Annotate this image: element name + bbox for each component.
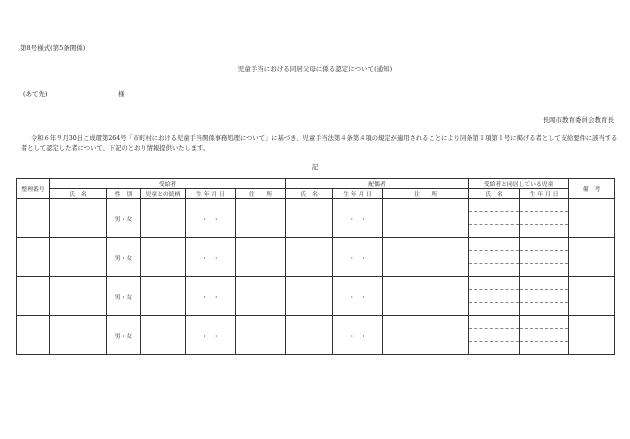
recipient-address-cell[interactable] [236,316,286,355]
spouse-name-cell[interactable] [286,238,333,277]
child-name-cell[interactable] [469,329,520,342]
table-row [17,199,615,212]
remarks-cell[interactable] [569,316,615,355]
recipient-gender-header: 性 別 [107,189,141,199]
recipient-dob-cell: ・ ・ [186,238,236,277]
recipient-address-header: 住 所 [236,189,286,199]
child-name-cell[interactable] [469,342,520,355]
child-dob-cell[interactable] [520,290,569,303]
recipient-dob-cell: ・ ・ [186,316,236,355]
spouse-dob-cell: ・ ・ [333,238,383,277]
spouse-dob-cell: ・ ・ [333,199,383,238]
remarks-cell[interactable] [569,199,615,238]
honorific: 様 [118,90,125,98]
child-dob-cell[interactable] [520,264,569,277]
spouse-name-cell[interactable] [286,199,333,238]
remarks-cell[interactable] [569,277,615,316]
recipient-address-cell[interactable] [236,199,286,238]
recipient-gender-cell: 男・女 [107,316,141,355]
serial-number-header: 整理番号 [17,179,50,199]
serial-cell[interactable] [17,316,50,355]
child-name-header: 氏 名 [469,189,520,199]
child-name-cell[interactable] [469,212,520,225]
recipient-relation-cell[interactable] [141,277,186,316]
ki-marker: 記 [311,163,319,171]
recipient-group-header: 受給者 [50,179,286,189]
spouse-group-header: 配偶者 [286,179,469,189]
child-name-cell[interactable] [469,225,520,238]
child-dob-cell[interactable] [520,316,569,329]
recipient-gender-cell: 男・女 [107,277,141,316]
child-dob-cell[interactable] [520,212,569,225]
child-name-cell[interactable] [469,277,520,290]
spouse-address-cell[interactable] [383,316,469,355]
recipient-address-cell[interactable] [236,238,286,277]
information-table [16,178,615,355]
recipient-relation-cell[interactable] [141,238,186,277]
spouse-address-cell[interactable] [383,199,469,238]
child-dob-cell[interactable] [520,342,569,355]
recipient-name-cell[interactable] [50,316,107,355]
child-name-cell[interactable] [469,199,520,212]
table-row [17,238,615,251]
children-group-header: 受給者と同居している児童 [469,179,569,189]
child-dob-cell[interactable] [520,329,569,342]
spouse-dob-cell: ・ ・ [333,277,383,316]
sender-name: 長岡市教育委員会教育長 [542,116,614,124]
recipient-name-header: 氏 名 [50,189,107,199]
recipient-name-cell[interactable] [50,277,107,316]
recipient-address-cell[interactable] [236,277,286,316]
spouse-dob-cell: ・ ・ [333,316,383,355]
recipient-dob-header: 生 年 月 日 [186,189,236,199]
recipient-relation-cell[interactable] [141,316,186,355]
child-name-cell[interactable] [469,251,520,264]
spouse-address-cell[interactable] [383,277,469,316]
spouse-name-cell[interactable] [286,277,333,316]
child-dob-header: 生 年 月 日 [520,189,569,199]
spouse-address-cell[interactable] [383,238,469,277]
form-number: 第8号様式(第5条関係) [20,44,86,52]
remarks-cell[interactable] [569,238,615,277]
child-dob-cell[interactable] [520,199,569,212]
header-row-2 [17,189,615,199]
body-paragraph: 令和６年９月30日こ成環第264号「市町村における児童手当関係事務処理について」に基づき、児童手当法第４条第４項の規定が適用されることにより同条第１項第１号に掲げる者として支給要件に該当する者として認定した者について、下記のとおり情報提供いたします。 [21,135,618,152]
document-title: 児童手当における同居父母に係る認定について(通知) [237,65,393,73]
recipient-relation-cell[interactable] [141,199,186,238]
spouse-name-header: 氏 名 [286,189,333,199]
child-name-cell[interactable] [469,238,520,251]
serial-cell[interactable] [17,238,50,277]
remarks-header: 備 考 [569,179,615,199]
child-dob-cell[interactable] [520,251,569,264]
recipient-gender-cell: 男・女 [107,238,141,277]
child-dob-cell[interactable] [520,277,569,290]
recipient-dob-cell: ・ ・ [186,199,236,238]
spouse-dob-header: 生 年 月 日 [333,189,383,199]
recipient-name-cell[interactable] [50,238,107,277]
child-name-cell[interactable] [469,290,520,303]
recipient-name-cell[interactable] [50,199,107,238]
child-name-cell[interactable] [469,303,520,316]
recipient-relation-header: 児童との続柄 [141,189,186,199]
table-row [17,316,615,329]
recipient-dob-cell: ・ ・ [186,277,236,316]
child-dob-cell[interactable] [520,303,569,316]
child-dob-cell[interactable] [520,238,569,251]
child-dob-cell[interactable] [520,225,569,238]
serial-cell[interactable] [17,199,50,238]
child-name-cell[interactable] [469,316,520,329]
recipient-gender-cell: 男・女 [107,199,141,238]
spouse-name-cell[interactable] [286,316,333,355]
addressee-label: (あて先) [23,90,48,98]
table-row [17,277,615,290]
header-row-1 [17,179,615,189]
serial-cell[interactable] [17,277,50,316]
child-name-cell[interactable] [469,264,520,277]
spouse-address-header: 住 所 [383,189,469,199]
